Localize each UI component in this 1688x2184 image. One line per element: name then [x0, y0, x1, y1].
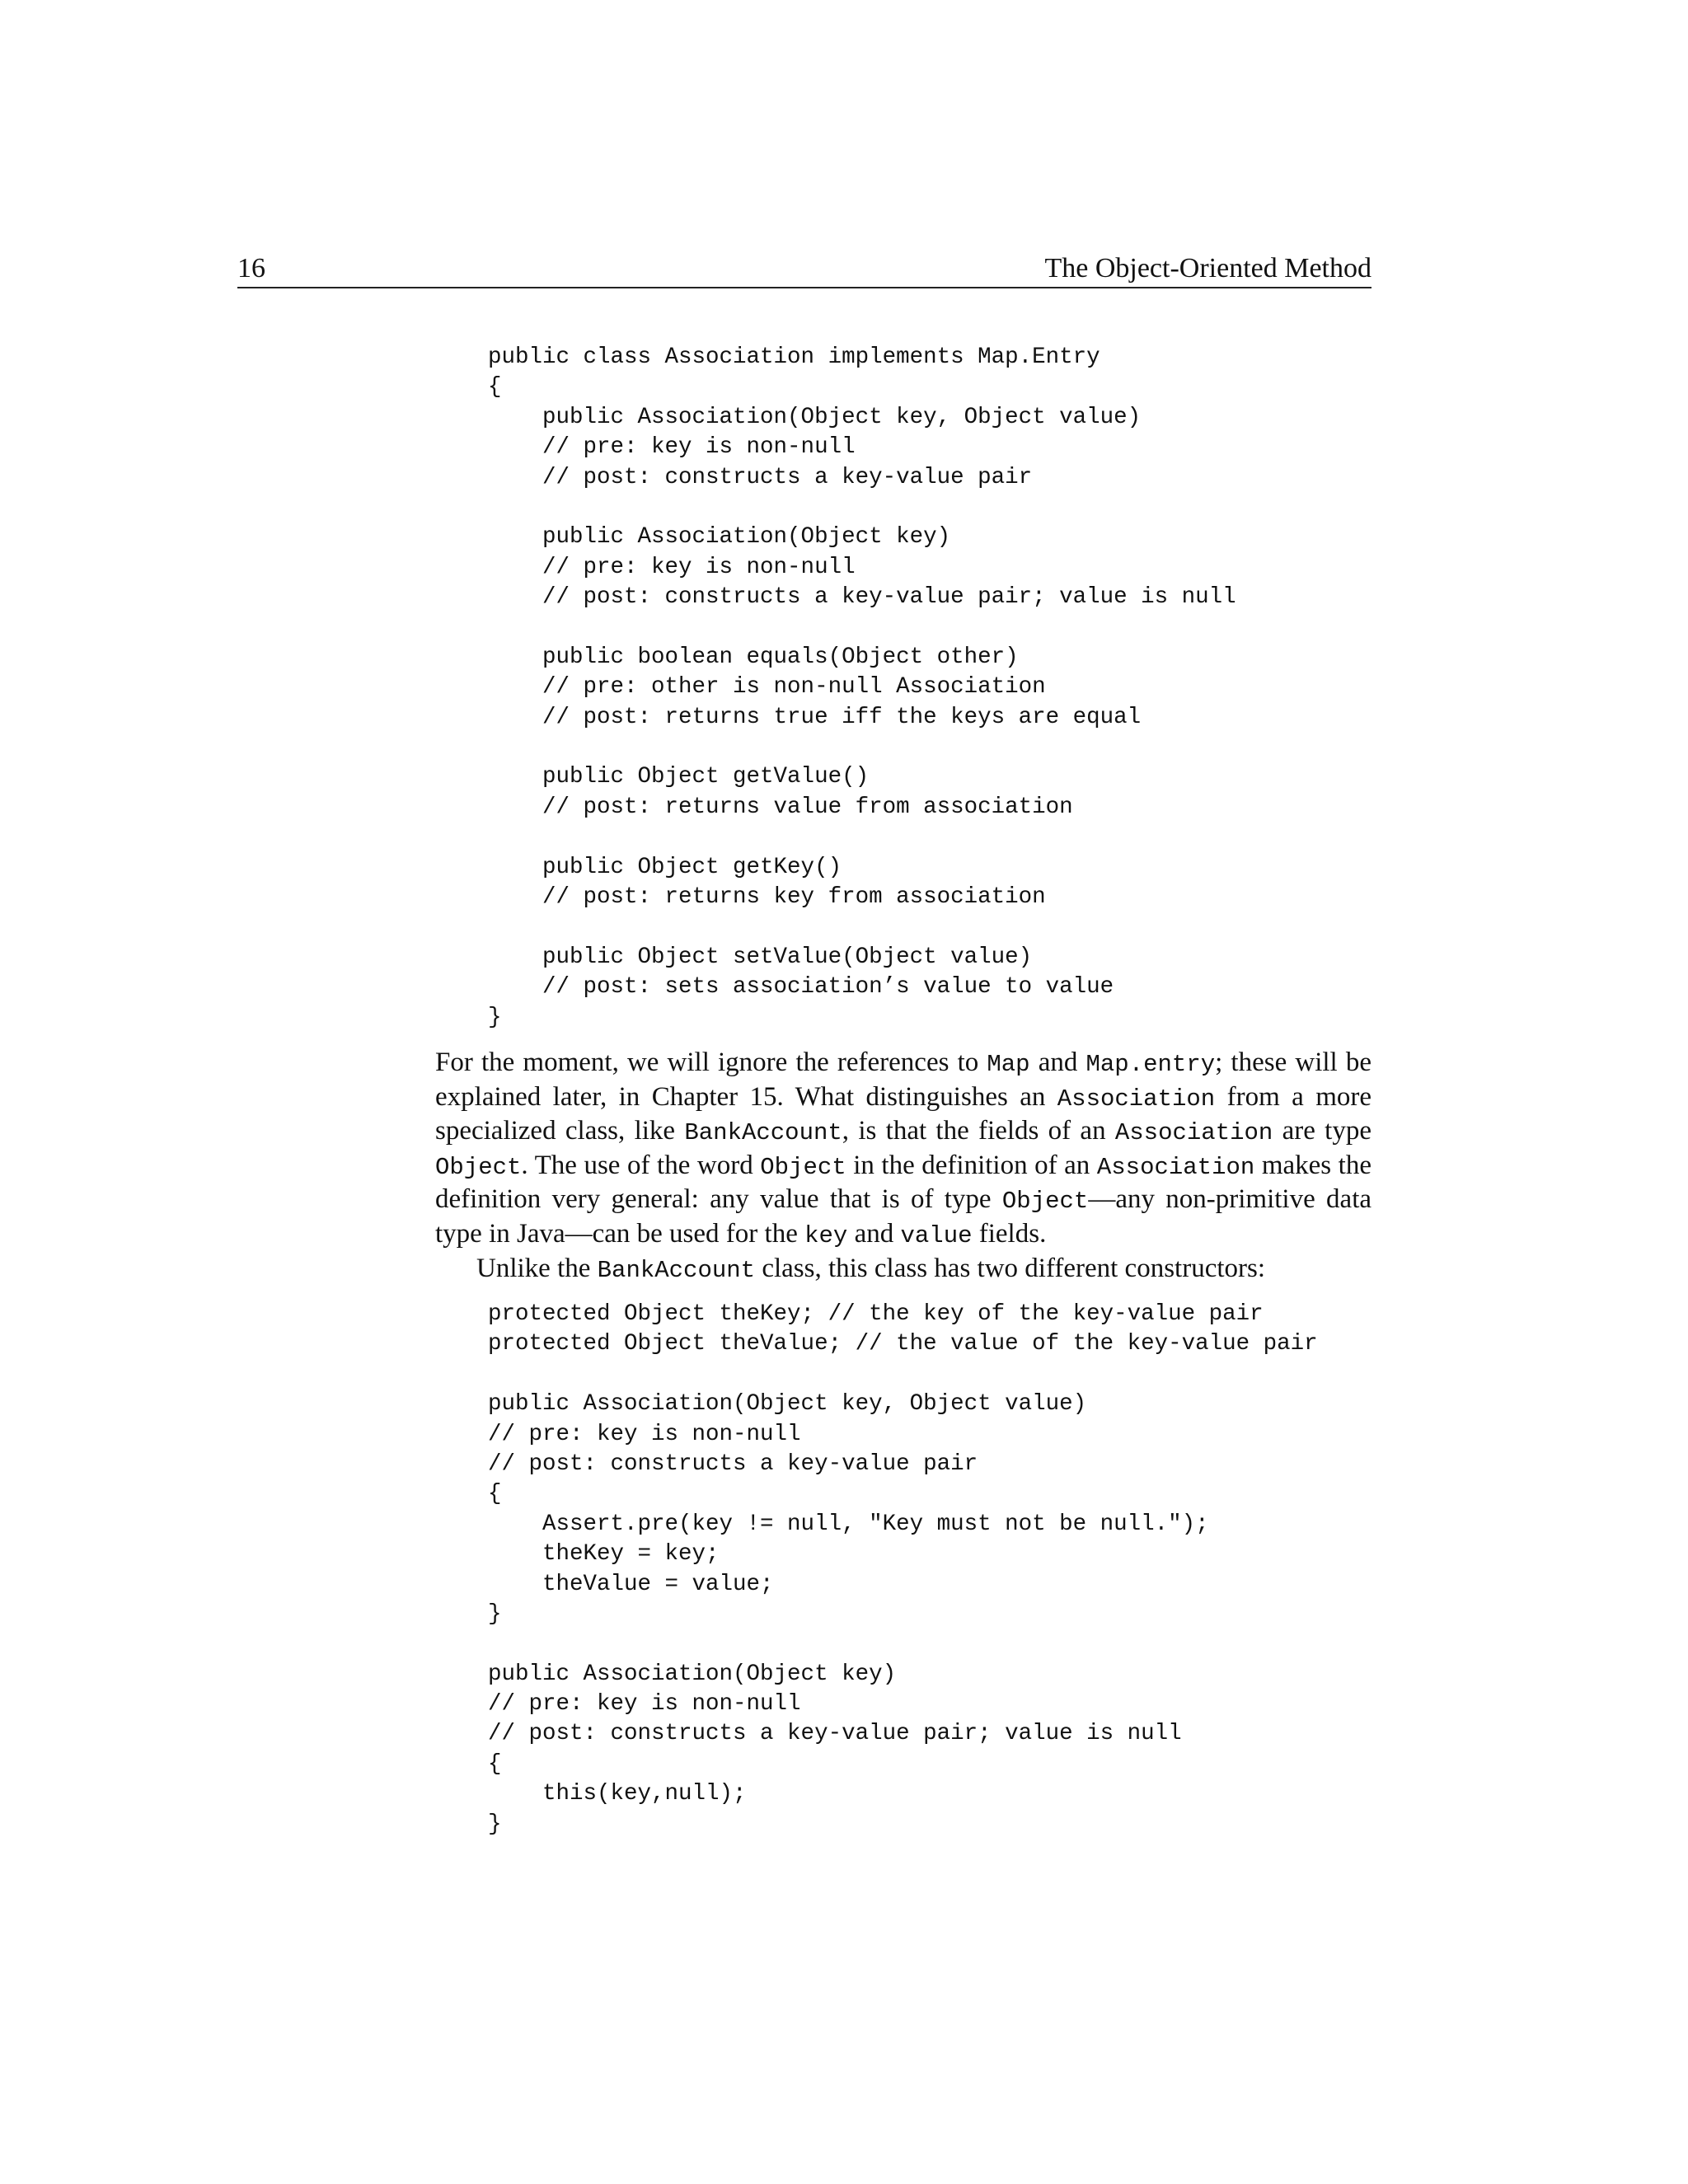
code-line: protected Object theValue; // the value of the key-value pair [488, 1331, 1318, 1357]
code-line: public Object getValue() [488, 764, 870, 790]
code-line: { [488, 1750, 502, 1777]
inline-code: value [900, 1221, 973, 1249]
inline-code: Object [435, 1153, 522, 1181]
code-line [488, 613, 1236, 643]
text-run: fields. [972, 1218, 1047, 1249]
inline-code: Object [760, 1153, 846, 1181]
code-line: Assert.pre(key != null, "Key must not be null."); [488, 1511, 1209, 1537]
code-block-interface [488, 343, 1236, 1033]
inline-code: Association [1096, 1153, 1255, 1181]
code-line: // post: sets association’s value to value [488, 974, 1114, 1001]
code-line: } [488, 1004, 502, 1030]
code-line: public Object setValue(Object value) [488, 944, 1033, 970]
code-line: // pre: key is non-null [488, 554, 856, 580]
code-line: public Association(Object key, Object value) [488, 404, 1142, 430]
code-line: } [488, 1601, 502, 1627]
code-line: { [488, 1481, 502, 1507]
code-line: // post: constructs a key-value pair; value is null [488, 584, 1236, 611]
text-run: For the moment, we will ignore the references to [435, 1047, 987, 1077]
code-line: // post: returns true iff the keys are equal [488, 704, 1142, 730]
code-line: // pre: other is non-null Association [488, 674, 1046, 701]
inline-code: Map [987, 1051, 1030, 1078]
code-line [488, 1360, 1318, 1390]
code-block-constructors [488, 1300, 1318, 1840]
code-line: theValue = value; [488, 1571, 774, 1597]
paragraph-constructors-intro [435, 1253, 1372, 1287]
text-run: in the definition of an [846, 1150, 1097, 1180]
text-run: and [1029, 1047, 1086, 1077]
code-line: // post: constructs a key-value pair; value is null [488, 1721, 1182, 1747]
code-line: // pre: key is non-null [488, 1691, 801, 1718]
running-title: The Object-Oriented Method [1044, 253, 1372, 284]
inline-code: key [804, 1221, 848, 1249]
code-line [488, 1629, 1318, 1659]
code-line: // pre: key is non-null [488, 1421, 801, 1447]
code-line [488, 733, 1236, 762]
code-line: theKey = key; [488, 1541, 720, 1568]
code-line: // post: returns key from association [488, 884, 1046, 911]
inline-code: BankAccount [597, 1256, 756, 1284]
inline-code: Association [1057, 1085, 1216, 1113]
code-line: // pre: key is non-null [488, 434, 856, 461]
code-line [488, 493, 1236, 523]
code-line: public Association(Object key) [488, 524, 951, 551]
code-line [488, 823, 1236, 852]
code-line: public Association(Object key) [488, 1661, 897, 1687]
text-run: makes the definition very general: any value that is of type [435, 1150, 1372, 1215]
text-run: , is that the fields of an [842, 1116, 1115, 1146]
text-run: ; these will be explained later, in Chapter 15. What distinguishes an [435, 1047, 1372, 1112]
code-line: // post: constructs a key-value pair [488, 1451, 978, 1477]
page-header [237, 251, 1372, 288]
code-line: this(key,null); [488, 1781, 747, 1807]
page-number: 16 [237, 253, 265, 284]
inline-code: Association [1114, 1119, 1273, 1147]
inline-code: Map.entry [1085, 1051, 1216, 1078]
code-line: // post: constructs a key-value pair [488, 464, 1033, 490]
code-line: // post: returns value from association [488, 794, 1073, 820]
code-line: protected Object theKey; // the key of the key-value pair [488, 1301, 1264, 1327]
text-run: . The use of the word [521, 1150, 761, 1180]
text-run: —any non-primitive data type in Java—can be used for the [435, 1184, 1372, 1249]
text-run: and [847, 1218, 901, 1249]
code-line: public class Association implements Map.Entry [488, 344, 1100, 370]
code-line: } [488, 1811, 502, 1837]
body-text [435, 1047, 1372, 1286]
text-run: from a more specialized class, like [435, 1081, 1372, 1146]
text-run: Unlike the [476, 1253, 598, 1283]
text-run: class, this class has two different constructors: [755, 1253, 1266, 1283]
code-line: public boolean equals(Object other) [488, 644, 1019, 670]
inline-code: BankAccount [684, 1119, 842, 1147]
code-line: public Association(Object key, Object value) [488, 1391, 1087, 1418]
code-line: { [488, 374, 502, 401]
inline-code: Object [1001, 1188, 1089, 1216]
paragraph-association-description [435, 1047, 1372, 1253]
text-run: are type [1273, 1116, 1372, 1146]
code-line: public Object getKey() [488, 854, 842, 880]
code-line [488, 912, 1236, 942]
